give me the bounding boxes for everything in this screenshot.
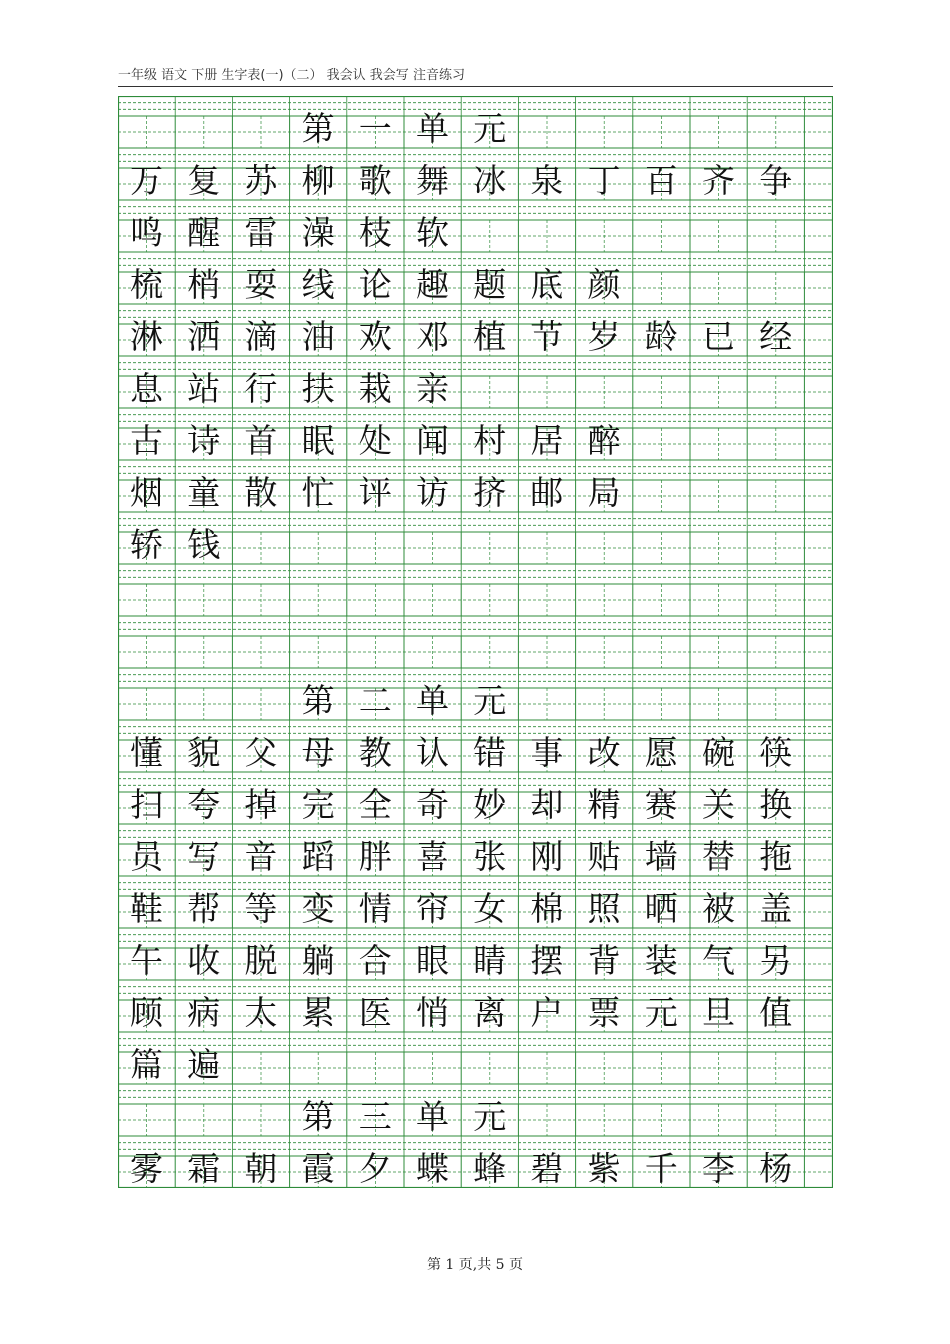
hanzi-char: 齐 [702,161,735,200]
unit-title-char: 第 [301,1097,335,1136]
character-row [118,1149,833,1188]
hanzi-char: 争 [759,161,793,200]
hanzi-char: 筷 [759,733,793,772]
hanzi-char: 却 [530,785,564,824]
hanzi-char: 行 [244,369,278,408]
hanzi-char: 帘 [416,889,449,928]
character-row [118,317,833,356]
hanzi-char: 票 [587,993,621,1032]
hanzi-char: 离 [473,993,507,1032]
hanzi-char: 夕 [358,1149,392,1188]
hanzi-char: 等 [244,889,278,928]
hanzi-char: 澡 [301,213,335,252]
hanzi-char: 户 [530,993,564,1032]
hanzi-char: 碧 [530,1149,564,1188]
hanzi-char: 千 [644,1149,678,1188]
hanzi-char: 盖 [759,889,793,928]
hanzi-char: 紫 [587,1149,621,1188]
hanzi-char: 太 [244,993,278,1032]
hanzi-char: 被 [702,889,735,928]
hanzi-char: 鞋 [130,889,163,928]
hanzi-char: 古 [130,421,163,460]
unit-title [118,109,833,148]
hanzi-char: 愿 [644,733,678,772]
hanzi-char: 员 [130,837,163,876]
hanzi-char: 经 [759,317,793,356]
character-row [118,785,833,824]
hanzi-char: 趣 [416,265,449,304]
hanzi-char: 错 [473,733,507,772]
hanzi-char: 改 [587,733,621,772]
hanzi-char: 精 [587,785,621,824]
hanzi-char: 教 [358,733,392,772]
hanzi-char: 墙 [644,837,678,876]
hanzi-char: 顾 [130,993,163,1032]
unit-title-char: 二 [358,681,392,720]
hanzi-char: 扫 [130,785,163,824]
hanzi-char: 醒 [187,213,221,252]
character-row [118,213,833,252]
hanzi-char: 刚 [530,837,564,876]
hanzi-char: 欢 [358,317,392,356]
hanzi-char: 替 [702,837,735,876]
hanzi-char: 贴 [587,837,621,876]
hanzi-char: 篇 [130,1045,163,1084]
hanzi-char: 音 [244,837,278,876]
character-row [118,473,833,512]
hanzi-char: 另 [759,941,793,980]
hanzi-char: 悄 [416,993,449,1032]
hanzi-char: 舞 [416,161,449,200]
hanzi-char: 淋 [130,317,163,356]
hanzi-char: 钱 [187,525,221,564]
hanzi-char: 访 [416,473,449,512]
hanzi-char: 醉 [587,421,621,460]
hanzi-char: 完 [301,785,335,824]
hanzi-char: 散 [244,473,278,512]
hanzi-char: 站 [187,369,221,408]
hanzi-char: 底 [530,265,564,304]
hanzi-char: 鸣 [130,213,163,252]
hanzi-char: 换 [759,785,793,824]
hanzi-char: 收 [187,941,221,980]
hanzi-char: 照 [587,889,621,928]
character-row [118,161,833,200]
hanzi-char: 写 [187,837,221,876]
hanzi-char: 睛 [473,941,507,980]
hanzi-char: 息 [130,369,163,408]
hanzi-char: 眠 [301,421,335,460]
hanzi-char: 邮 [530,473,564,512]
unit-title [118,681,833,720]
character-row [118,733,833,772]
hanzi-char: 百 [644,161,678,200]
hanzi-char: 丁 [587,161,621,200]
hanzi-char: 摆 [530,941,564,980]
hanzi-char: 冰 [473,161,507,200]
character-row [118,525,833,564]
hanzi-char: 诗 [187,421,221,460]
hanzi-char: 忙 [301,473,335,512]
hanzi-char: 掉 [244,785,278,824]
hanzi-char: 邓 [416,317,449,356]
hanzi-char: 挤 [473,473,507,512]
hanzi-char: 局 [587,473,621,512]
hanzi-char: 软 [416,213,449,252]
hanzi-char: 评 [358,473,392,512]
hanzi-char: 全 [358,785,392,824]
hanzi-char: 滴 [244,317,278,356]
hanzi-char: 脱 [244,941,278,980]
hanzi-char: 闻 [416,421,449,460]
hanzi-char: 枝 [358,213,392,252]
unit-title-char: 一 [358,109,392,148]
unit-title-char: 第 [301,109,335,148]
character-row [118,265,833,304]
hanzi-char: 首 [244,421,278,460]
hanzi-char: 旦 [702,993,735,1032]
page-footer: 第 1 页,共 5 页 [426,1257,524,1273]
unit-title-char: 单 [416,1097,449,1136]
hanzi-char: 背 [587,941,621,980]
page-header: 一年级 语文 下册 生字表(一)（二） 我会认 我会写 注音练习 [118,68,465,83]
character-row [118,889,833,928]
hanzi-char: 节 [530,317,564,356]
header-rule [118,86,833,87]
hanzi-char: 张 [473,837,507,876]
hanzi-char: 关 [702,785,735,824]
hanzi-char: 霜 [187,1149,221,1188]
hanzi-char: 轿 [130,525,163,564]
hanzi-char: 母 [301,733,335,772]
hanzi-char: 梢 [187,265,221,304]
hanzi-char: 朝 [244,1149,278,1188]
hanzi-char: 岁 [587,317,621,356]
hanzi-char: 事 [530,733,564,772]
hanzi-char: 情 [358,889,392,928]
hanzi-char: 躺 [301,941,335,980]
hanzi-char: 线 [301,265,335,304]
hanzi-char: 元 [644,993,678,1032]
hanzi-char: 懂 [130,733,163,772]
unit-title-char: 第 [301,681,335,720]
hanzi-char: 父 [244,733,278,772]
unit-title-char: 元 [473,1097,507,1136]
hanzi-char: 苏 [244,161,278,200]
hanzi-char: 变 [301,889,335,928]
hanzi-char: 蹈 [301,837,335,876]
hanzi-char: 亲 [416,369,449,408]
hanzi-char: 拖 [759,837,793,876]
hanzi-char: 赛 [644,785,678,824]
hanzi-char: 颜 [587,265,621,304]
hanzi-char: 居 [530,421,564,460]
hanzi-char: 泉 [530,161,564,200]
hanzi-char: 装 [644,941,678,980]
hanzi-char: 处 [358,421,392,460]
hanzi-char: 合 [358,941,392,980]
hanzi-char: 油 [301,317,335,356]
hanzi-char: 植 [473,317,507,356]
hanzi-char: 耍 [244,265,278,304]
hanzi-char: 蜂 [473,1149,507,1188]
hanzi-char: 烟 [130,473,163,512]
hanzi-char: 童 [187,473,221,512]
hanzi-char: 晒 [644,889,678,928]
hanzi-char: 累 [301,993,335,1032]
hanzi-char: 碗 [702,733,735,772]
hanzi-char: 村 [473,421,507,460]
character-row [118,993,833,1032]
unit-title-char: 三 [358,1097,392,1136]
hanzi-char: 午 [130,941,163,980]
character-row [118,1045,833,1084]
hanzi-char: 值 [759,993,793,1032]
hanzi-char: 杨 [759,1149,793,1188]
unit-title [118,1097,833,1136]
hanzi-char: 蝶 [416,1149,449,1188]
hanzi-char: 夸 [187,785,221,824]
hanzi-char: 万 [130,161,163,200]
hanzi-char: 题 [473,265,507,304]
hanzi-char: 遍 [187,1045,221,1084]
hanzi-char: 复 [187,161,221,200]
hanzi-char: 已 [702,317,735,356]
hanzi-char: 认 [416,733,449,772]
unit-title-char: 单 [416,109,449,148]
hanzi-char: 龄 [644,317,678,356]
hanzi-char: 柳 [301,161,335,200]
hanzi-char: 论 [358,265,392,304]
hanzi-char: 女 [473,889,507,928]
unit-title-char: 元 [473,109,507,148]
hanzi-char: 栽 [358,369,392,408]
hanzi-char: 雾 [130,1149,163,1188]
unit-title-char: 元 [473,681,507,720]
hanzi-char: 霞 [301,1149,335,1188]
hanzi-char: 气 [702,941,735,980]
hanzi-char: 梳 [130,265,163,304]
hanzi-char: 貌 [187,733,221,772]
hanzi-char: 医 [358,993,392,1032]
character-row [118,421,833,460]
hanzi-char: 歌 [358,161,392,200]
hanzi-char: 喜 [416,837,449,876]
hanzi-char: 李 [702,1149,735,1188]
hanzi-char: 眼 [416,941,449,980]
hanzi-char: 帮 [187,889,221,928]
hanzi-char: 雷 [244,213,278,252]
hanzi-char: 扶 [301,369,335,408]
unit-title-char: 单 [416,681,449,720]
hanzi-char: 奇 [416,785,449,824]
character-row [118,369,833,408]
character-row [118,941,833,980]
hanzi-char: 病 [187,993,221,1032]
hanzi-char: 棉 [530,889,564,928]
character-row [118,837,833,876]
hanzi-char: 洒 [187,317,221,356]
hanzi-char: 妙 [473,785,507,824]
hanzi-char: 胖 [358,837,392,876]
